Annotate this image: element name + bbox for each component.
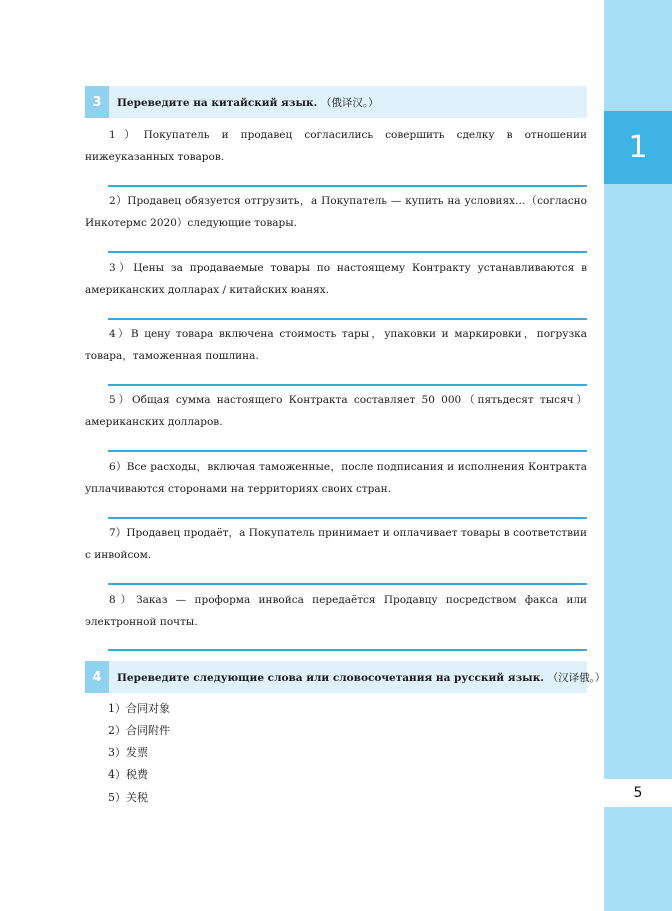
task-3-item-3: 3）Цены за продаваемые товары по настоящему Контракту устанавливаются в американских долларах / китайских юанях.: [85, 262, 587, 296]
task-3-item-2: 2）Продавец обязуется отгрузить，а Покупатель — купить на условиях…（согласно Инкотермс 2020）следующие товары.: [85, 195, 587, 229]
answer-line-3: [108, 318, 587, 320]
task-3-title-ru: Переведите на китайский язык.: [117, 96, 318, 109]
task-3-item-5: 5）Общая сумма настоящего Контракта составляет 50 000（пятьдесят тысяч）американских долларов.: [85, 394, 587, 428]
task-3-item-8: 8）Заказ — проформа инвойса передаётся Продавцу посредством факса или электронной почты.: [85, 594, 587, 628]
task-3-title: [117, 95, 379, 110]
task-4-item-3: 3）发票: [108, 746, 148, 759]
task-3-item-4: 4）В цену товара включена стоимость тары，упаковки и маркировки，погрузка товара，таможенная пошлина.: [85, 328, 587, 362]
task-4-item-1: 1）合同对象: [108, 702, 170, 715]
answer-line-7: [108, 583, 587, 585]
task-4-title-zh: （汉译俄。）: [547, 671, 606, 684]
answer-line-8: [108, 649, 587, 651]
task-3-item-6: 6）Все расходы，включая таможенные，после подписания и исполнения Контракта уплачиваются сторонами на территориях своих стран.: [85, 461, 587, 495]
task-4-title-ru: Переведите следующие слова или словосочетания на русский язык.: [117, 671, 544, 684]
answer-line-5: [108, 450, 587, 452]
task-4-number: 4: [85, 661, 109, 693]
task-4-item-5: 5）关税: [108, 791, 148, 804]
task-3-number: 3: [85, 86, 109, 118]
task-4-title: [117, 670, 605, 685]
answer-line-2: [108, 251, 587, 253]
task-4-item-4: 4）税费: [108, 768, 148, 781]
chapter-tab: 1: [604, 111, 672, 184]
task-4-header: [85, 661, 606, 693]
task-3-title-zh: （俄译汉。）: [320, 96, 379, 109]
answer-line-4: [108, 384, 587, 386]
task-4-item-2: 2）合同附件: [108, 724, 170, 737]
task-3-item-7: 7）Продавец продаёт，а Покупатель принимает и оплачивает товары в соответствии с инвойсом.: [85, 527, 587, 561]
task-3-header: [85, 86, 587, 118]
task-3-item-1: 1）Покупатель и продавец согласились совершить сделку в отношении нижеуказанных товаров.: [85, 129, 587, 163]
page-number: 5: [604, 779, 672, 807]
answer-line-1: [108, 185, 587, 187]
answer-line-6: [108, 517, 587, 519]
